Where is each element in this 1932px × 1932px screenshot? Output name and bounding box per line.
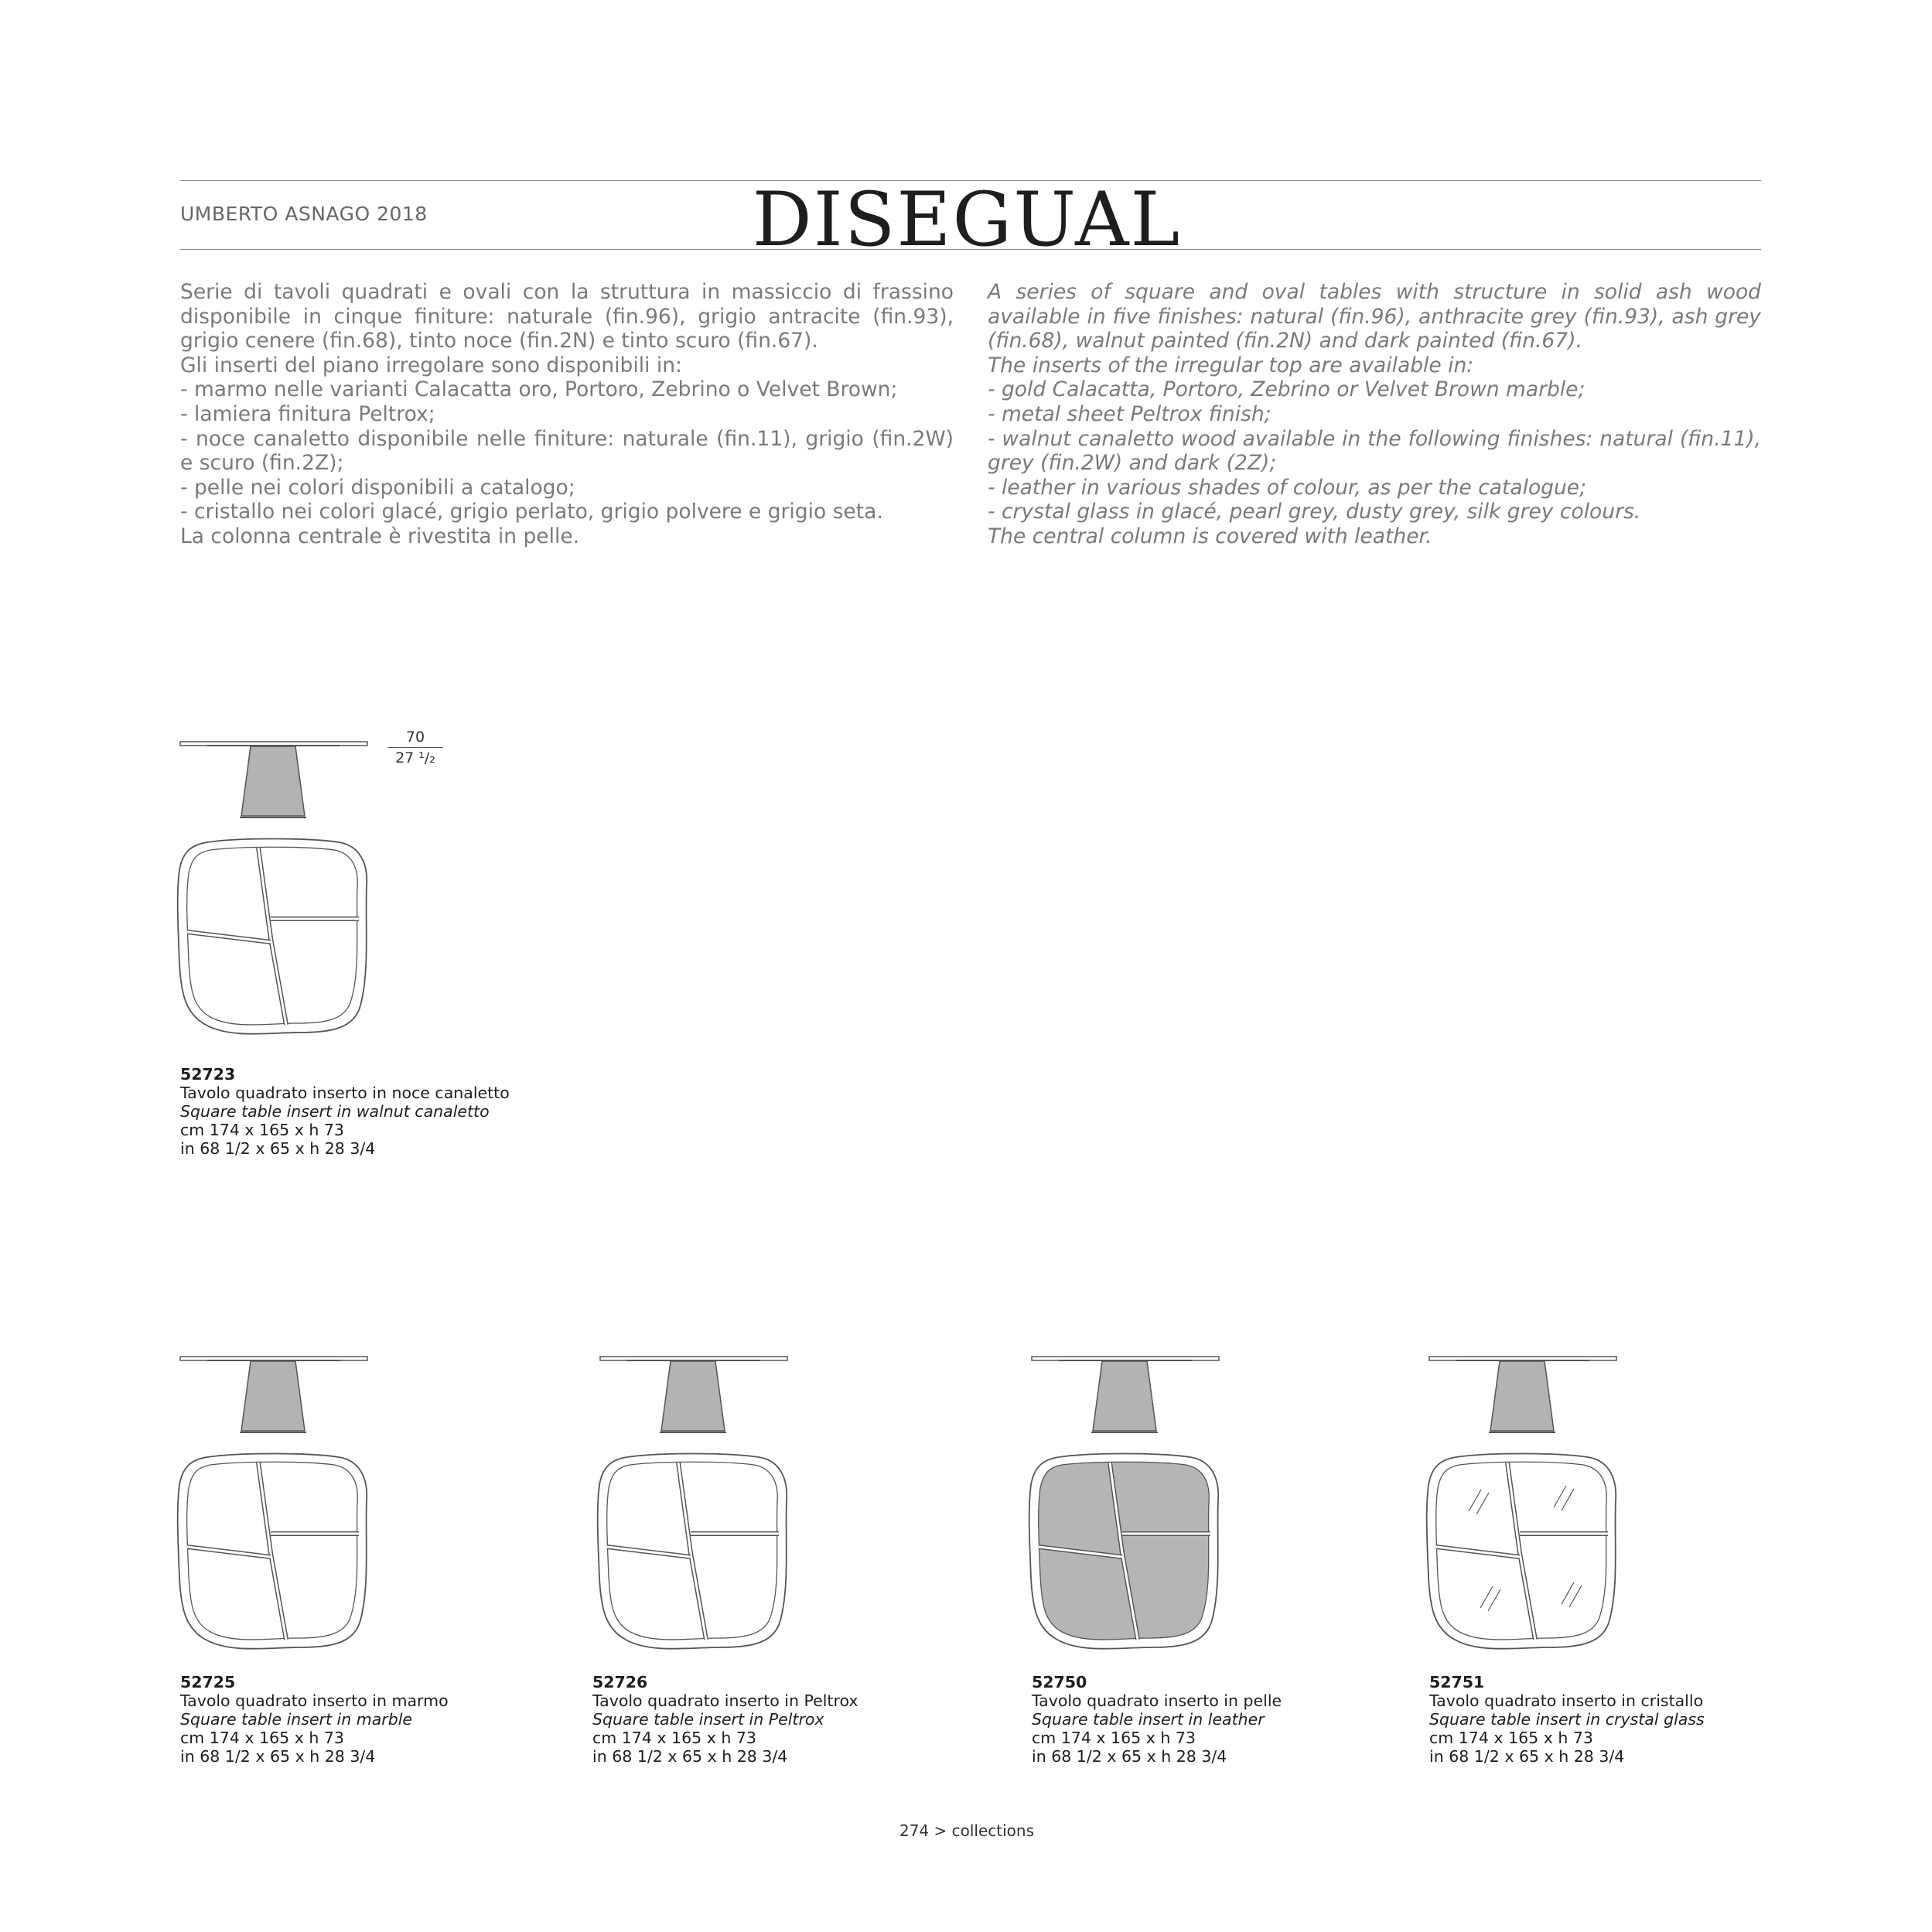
product-code: 52726 (592, 1673, 648, 1691)
height-cm: 70 (405, 729, 425, 746)
product-name-it: Tavolo quadrato inserto in cristallo (1429, 1691, 1704, 1710)
height-dimension (385, 727, 445, 768)
column-base (661, 1361, 725, 1431)
description-it-line: La colonna centrale è rivestita in pelle. (180, 524, 580, 548)
product-name-en: Square table insert in leather (1032, 1710, 1265, 1729)
page-title: DISEGUAL (752, 176, 1182, 263)
product-name-it: Tavolo quadrato inserto in marmo (180, 1691, 449, 1710)
product-size-in: in 68 1/2 x 65 x h 28 3/4 (592, 1747, 788, 1766)
description-en-line: - gold Calacatta, Portoro, Zebrino or Velvet Brown marble; (988, 377, 1586, 402)
table-drawing-52750 (1028, 1353, 1229, 1678)
description-en-line: The central column is covered with leather. (988, 524, 1432, 548)
product-info-52725 (180, 1673, 449, 1766)
product-size-cm: cm 174 x 165 x h 73 (180, 1121, 344, 1139)
product-code: 52751 (1429, 1673, 1485, 1691)
product-size-in: in 68 1/2 x 65 x h 28 3/4 (1429, 1747, 1625, 1766)
product-size-cm: cm 174 x 165 x h 73 (592, 1729, 756, 1747)
table-drawing-52723 (176, 739, 377, 1063)
column-base (241, 746, 305, 816)
top-view (598, 1454, 787, 1649)
product-name-it: Tavolo quadrato inserto in noce canaletto (180, 1084, 510, 1102)
description-en-line: - crystal glass in glacé, pearl grey, dusty grey, silk grey colours. (988, 500, 1641, 524)
description-it-line: - noce canaletto disponibile nelle finiture: naturale (fin.11), grigio (fin.2W) e scuro (fin.2Z); (180, 426, 954, 476)
table-drawing-52751 (1425, 1353, 1626, 1678)
product-size-cm: cm 174 x 165 x h 73 (180, 1729, 344, 1747)
description-it-line: Gli inserti del piano irregolare sono disponibili in: (180, 353, 682, 377)
description-en-line: The inserts of the irregular top are available in: (988, 353, 1474, 377)
product-name-it: Tavolo quadrato inserto in Peltrox (592, 1691, 858, 1710)
description-italian (180, 280, 954, 549)
header-bottom-rule (180, 249, 1761, 250)
top-view (1029, 1454, 1219, 1649)
product-name-en: Square table insert in marble (180, 1710, 413, 1729)
product-size-in: in 68 1/2 x 65 x h 28 3/4 (180, 1139, 376, 1158)
description-it-line: - marmo nelle varianti Calacatta oro, Portoro, Zebrino o Velvet Brown; (180, 377, 898, 402)
description-en-line: A series of square and oval tables with structure in solid ash wood available in five finishes: natural (fin.96), anthracite grey (fin.93), ash grey (fin.68), walnut painted (fin.2N) and dark painted (fin.67). (988, 280, 1761, 353)
description-en-line: - metal sheet Peltrox finish; (988, 401, 1272, 426)
description-it-line: Serie di tavoli quadrati e ovali con la struttura in massiccio di frassino disponibile in cinque finiture: naturale (fin.96), grigio antracite (fin.93), grigio cenere (fin.68), tinto noce (fin.2N) e tinto scuro (fin.67). (180, 280, 954, 353)
top-view (1427, 1454, 1616, 1649)
description-english (988, 280, 1761, 549)
column-base (1490, 1361, 1554, 1431)
product-info-52726 (592, 1673, 858, 1766)
description-en-line: - walnut canaletto wood available in the following finishes: natural (fin.11), grey (fin.2W) and dark (2Z); (988, 426, 1761, 476)
product-size-cm: cm 174 x 165 x h 73 (1429, 1729, 1593, 1747)
product-size-in: in 68 1/2 x 65 x h 28 3/4 (1032, 1747, 1227, 1766)
product-name-it: Tavolo quadrato inserto in pelle (1032, 1691, 1282, 1710)
product-code: 52723 (180, 1065, 236, 1084)
product-name-en: Square table insert in Peltrox (592, 1710, 824, 1729)
description-it-line: - pelle nei colori disponibili a catalogo; (180, 475, 575, 500)
description-en-line: - leather in various shades of colour, as per the catalogue; (988, 475, 1587, 500)
product-info-52751 (1429, 1673, 1705, 1766)
description-it-line: - cristallo nei colori glacé, grigio perlato, grigio polvere e grigio seta. (180, 500, 883, 524)
top-view (178, 1454, 367, 1649)
column-base (241, 1361, 305, 1431)
product-name-en: Square table insert in walnut canaletto (180, 1102, 490, 1121)
table-drawing-52725 (176, 1353, 377, 1678)
product-info-52723 (180, 1065, 510, 1158)
description-it-line: - lamiera finitura Peltrox; (180, 401, 435, 426)
column-base (1093, 1361, 1156, 1431)
page-footer: 274 > collections (899, 1821, 1035, 1840)
product-info-52750 (1032, 1673, 1282, 1766)
product-name-en: Square table insert in crystal glass (1429, 1710, 1705, 1729)
top-view (178, 839, 367, 1034)
height-inch: 27 ¹/₂ (395, 749, 435, 766)
product-size-in: in 68 1/2 x 65 x h 28 3/4 (180, 1747, 376, 1766)
designer-credit: UMBERTO ASNAGO 2018 (180, 203, 428, 225)
product-size-cm: cm 174 x 165 x h 73 (1032, 1729, 1196, 1747)
product-code: 52725 (180, 1673, 236, 1691)
table-drawing-52726 (596, 1353, 797, 1678)
product-code: 52750 (1032, 1673, 1087, 1691)
